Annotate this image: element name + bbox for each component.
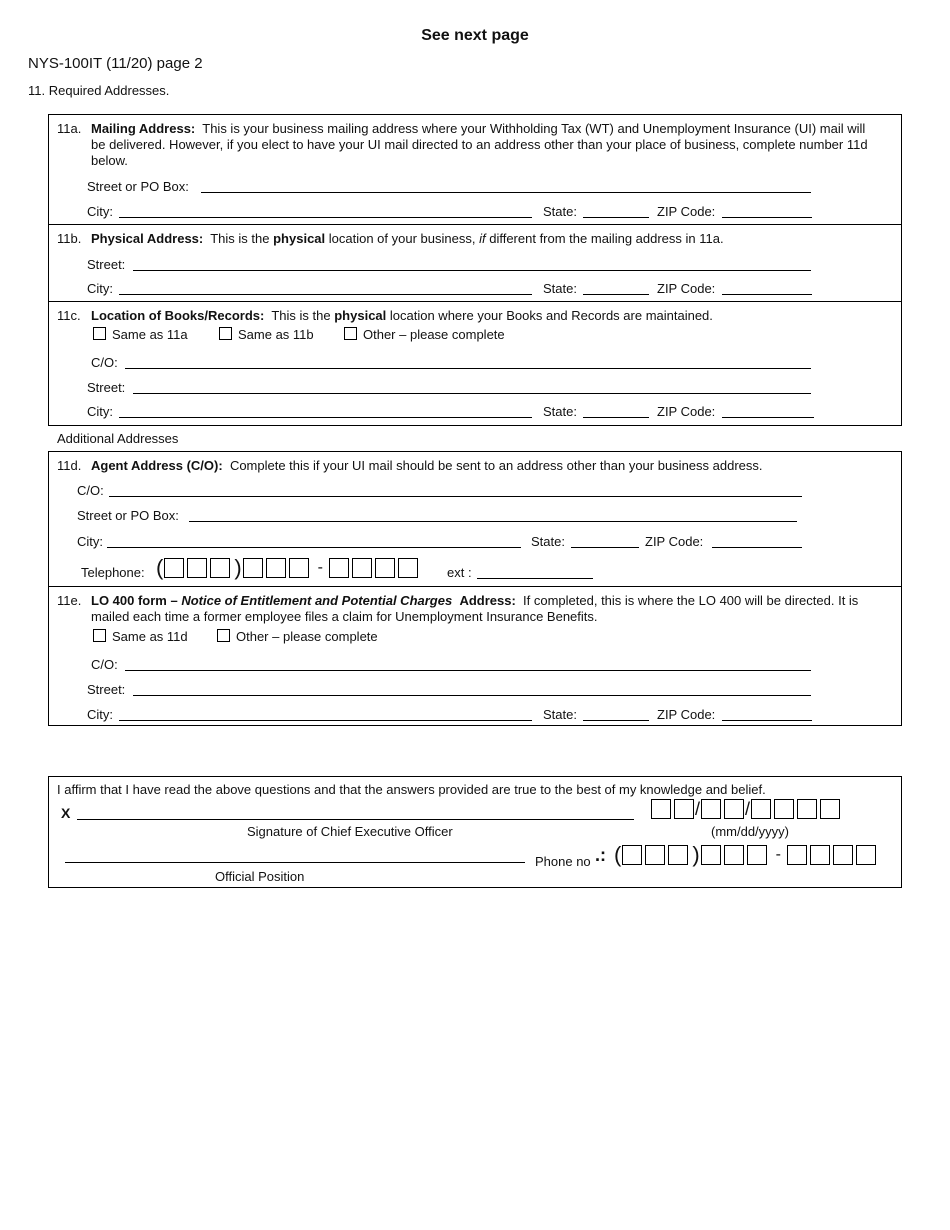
digit-box[interactable]	[164, 558, 184, 578]
description-bold: physical	[273, 231, 326, 246]
zip-label: ZIP Code:	[645, 534, 704, 549]
digit-box[interactable]	[751, 799, 771, 819]
digit-box[interactable]	[352, 558, 372, 578]
affirmation-statement: I affirm that I have read the above questions and that the answers provided are true to the best of my knowledge and belief.	[57, 782, 766, 797]
telephone-digit-boxes[interactable]	[155, 555, 421, 580]
digit-box[interactable]	[210, 558, 230, 578]
section-number: 11d.	[57, 458, 82, 473]
checkbox-other[interactable]	[344, 327, 505, 342]
section-title-italic: Notice of Entitlement and Potential Charges	[181, 593, 453, 608]
description-text: Complete this if your UI mail should be sent to an address other than your business address.	[229, 458, 763, 473]
digit-box[interactable]	[747, 845, 767, 865]
additional-addresses-box	[48, 451, 902, 726]
description-text: location of your business,	[328, 231, 476, 246]
section-title: Mailing Address:	[91, 121, 196, 136]
section-11e	[49, 586, 901, 727]
dash-glyph: -	[775, 846, 781, 863]
section-heading-additional-addresses: Additional Addresses	[57, 431, 179, 446]
phone-label: Phone no	[535, 854, 591, 869]
city-input-line[interactable]	[119, 405, 532, 418]
state-input-line[interactable]	[583, 205, 649, 218]
digit-box[interactable]	[701, 799, 721, 819]
digit-box[interactable]	[797, 799, 817, 819]
section-number: 11a.	[57, 121, 82, 136]
checkbox-box[interactable]	[344, 327, 357, 340]
signature-input-line[interactable]	[77, 807, 634, 820]
zip-label: ZIP Code:	[657, 404, 716, 419]
city-label: City:	[87, 707, 113, 722]
digit-box[interactable]	[289, 558, 309, 578]
slash-glyph: /	[745, 799, 751, 819]
section-title: LO 400 form –	[91, 593, 178, 608]
state-input-line[interactable]	[583, 708, 649, 721]
co-label: C/O:	[77, 483, 104, 498]
official-position-input-line[interactable]	[65, 850, 525, 863]
section-11a-description	[91, 121, 879, 169]
digit-box[interactable]	[724, 799, 744, 819]
description-bold: physical	[334, 308, 387, 323]
section-title: Address:	[459, 593, 516, 608]
digit-box[interactable]	[375, 558, 395, 578]
date-caption: (mm/dd/yyyy)	[711, 824, 789, 839]
phone-colon-glyph: .:	[595, 845, 606, 865]
digit-box[interactable]	[820, 799, 840, 819]
state-input-line[interactable]	[583, 282, 649, 295]
section-11b	[49, 224, 901, 301]
description-text: different from the mailing address in 11a.	[489, 231, 724, 246]
digit-box[interactable]	[701, 845, 721, 865]
zip-input-line[interactable]	[722, 205, 812, 218]
city-input-line[interactable]	[119, 205, 532, 218]
street-label: Street:	[87, 682, 126, 697]
checkbox-label: Other – please complete	[363, 327, 505, 342]
section-number: 11b.	[57, 231, 82, 246]
co-label: C/O:	[91, 657, 118, 672]
checkbox-box[interactable]	[93, 629, 106, 642]
digit-box[interactable]	[266, 558, 286, 578]
telephone-label: Telephone:	[81, 565, 145, 580]
state-label: State:	[531, 534, 565, 549]
section-title: Agent Address (C/O):	[91, 458, 223, 473]
checkbox-same-as-11b[interactable]	[219, 327, 314, 342]
description-text: location where your Books and Records are maintained.	[389, 308, 713, 323]
slash-glyph: /	[695, 799, 701, 819]
street-label: Street:	[87, 380, 126, 395]
section-11c-description	[91, 308, 879, 324]
section-title: Location of Books/Records:	[91, 308, 265, 323]
digit-box[interactable]	[856, 845, 876, 865]
digit-box[interactable]	[810, 845, 830, 865]
street-input-line[interactable]	[133, 381, 811, 394]
checkbox-label: Same as 11a	[112, 327, 188, 342]
checkbox-same-as-11d[interactable]	[93, 629, 188, 644]
street-label: Street:	[87, 257, 126, 272]
date-digit-boxes[interactable]	[651, 799, 843, 819]
zip-label: ZIP Code:	[657, 204, 716, 219]
checkbox-label: Same as 11d	[112, 629, 188, 644]
section-11d-description	[91, 458, 879, 474]
street-label: Street or PO Box:	[87, 179, 189, 194]
section-11c	[49, 301, 901, 427]
zip-label: ZIP Code:	[657, 281, 716, 296]
city-label: City:	[87, 204, 113, 219]
city-label: City:	[77, 534, 103, 549]
digit-box[interactable]	[651, 799, 671, 819]
state-input-line[interactable]	[583, 405, 649, 418]
phone-digit-boxes[interactable]	[613, 842, 879, 867]
state-label: State:	[543, 707, 577, 722]
required-addresses-box	[48, 114, 902, 426]
zip-input-line[interactable]	[722, 282, 812, 295]
affirmation-box	[48, 776, 902, 888]
checkbox-label: Other – please complete	[236, 629, 378, 644]
digit-box[interactable]	[187, 558, 207, 578]
description-text: This is the	[210, 231, 270, 246]
paren-close-glyph: )	[234, 555, 242, 580]
ext-label: ext :	[447, 565, 472, 580]
zip-input-line[interactable]	[722, 405, 814, 418]
city-input-line[interactable]	[119, 708, 532, 721]
street-label: Street or PO Box:	[77, 508, 179, 523]
digit-box[interactable]	[774, 799, 794, 819]
paren-open-glyph: (	[614, 842, 622, 867]
section-11b-description	[91, 231, 879, 247]
digit-box[interactable]	[398, 558, 418, 578]
section-heading-required-addresses: 11. Required Addresses.	[28, 83, 170, 98]
state-label: State:	[543, 204, 577, 219]
checkbox-box[interactable]	[217, 629, 230, 642]
paren-close-glyph: )	[692, 842, 700, 867]
ext-input-line[interactable]	[477, 566, 593, 579]
signature-x-mark: X	[61, 805, 71, 821]
digit-box[interactable]	[645, 845, 665, 865]
description-text: If completed, this is where the LO 400 will be directed. It is mailed each time a former employee files a claim for Unemployment Insurance Benefits.	[91, 593, 859, 624]
section-title: Physical Address:	[91, 231, 204, 246]
city-label: City:	[87, 281, 113, 296]
checkbox-same-as-11a[interactable]	[93, 327, 188, 342]
co-input-line[interactable]	[125, 658, 811, 671]
digit-box[interactable]	[329, 558, 349, 578]
form-id: NYS-100IT (11/20) page 2	[28, 55, 203, 72]
digit-box[interactable]	[674, 799, 694, 819]
section-number: 11e.	[57, 593, 82, 608]
city-label: City:	[87, 404, 113, 419]
checkbox-other[interactable]	[217, 629, 378, 644]
zip-input-line[interactable]	[712, 535, 802, 548]
checkbox-box[interactable]	[93, 327, 106, 340]
digit-box[interactable]	[724, 845, 744, 865]
street-input-line[interactable]	[133, 683, 811, 696]
digit-box[interactable]	[668, 845, 688, 865]
street-input-line[interactable]	[133, 258, 811, 271]
co-input-line[interactable]	[109, 484, 802, 497]
digit-box[interactable]	[243, 558, 263, 578]
city-input-line[interactable]	[119, 282, 532, 295]
zip-label: ZIP Code:	[657, 707, 716, 722]
state-label: State:	[543, 281, 577, 296]
checkbox-label: Same as 11b	[238, 327, 314, 342]
checkbox-box[interactable]	[219, 327, 232, 340]
official-position-caption: Official Position	[215, 869, 305, 884]
digit-box[interactable]	[622, 845, 642, 865]
description-text: This is your business mailing address where your Withholding Tax (WT) and Unemployment Insurance (UI) mail will be delivered. However, if you elect to have your UI mail directed to an address other than your place of business, complete number 11d below.	[91, 121, 868, 168]
dash-glyph: -	[317, 559, 323, 576]
state-input-line[interactable]	[571, 535, 639, 548]
signature-caption: Signature of Chief Executive Officer	[247, 824, 453, 839]
section-11e-description	[91, 593, 895, 625]
state-label: State:	[543, 404, 577, 419]
co-input-line[interactable]	[125, 356, 811, 369]
digit-box[interactable]	[787, 845, 807, 865]
zip-input-line[interactable]	[722, 708, 812, 721]
street-input-line[interactable]	[189, 509, 797, 522]
co-label: C/O:	[91, 355, 118, 370]
description-text: This is the	[271, 308, 331, 323]
digit-box[interactable]	[833, 845, 853, 865]
section-number: 11c.	[57, 308, 81, 323]
paren-open-glyph: (	[156, 555, 164, 580]
description-italic: if	[479, 231, 486, 246]
page-continuation-title: See next page	[421, 27, 529, 44]
city-input-line[interactable]	[107, 535, 521, 548]
street-input-line[interactable]	[201, 180, 811, 193]
